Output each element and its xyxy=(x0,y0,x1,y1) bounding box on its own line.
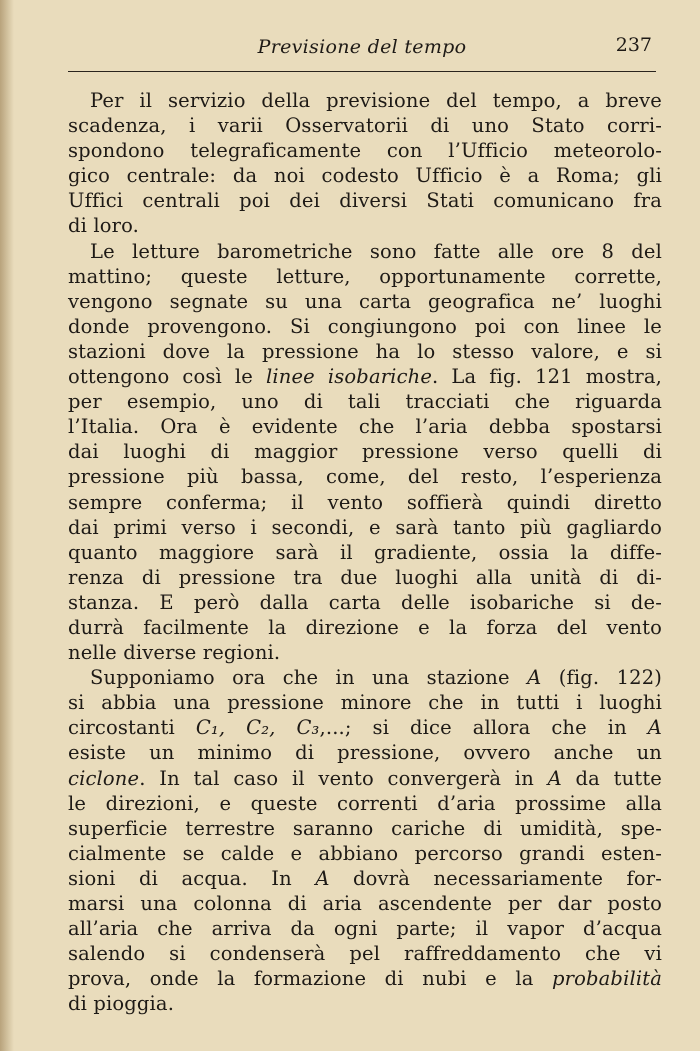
text-run: Le letture barometriche sono fatte alle ore 8 del xyxy=(90,239,662,263)
text-line xyxy=(68,991,662,1016)
text-run: le direzioni, e queste correnti d’aria prossime alla xyxy=(68,791,662,815)
running-title: Previsione del tempo xyxy=(257,36,467,58)
text-line xyxy=(68,766,662,791)
text-run: mattino; queste letture, opportunamente corrette, xyxy=(68,264,662,288)
italic-run: linee isobariche xyxy=(266,365,433,389)
text-run: dai primi verso i secondi, e sarà tanto più gagliardo xyxy=(68,515,662,539)
text-line xyxy=(68,540,662,565)
text-run: di pioggia. xyxy=(68,992,175,1016)
text-run: quanto maggiore sarà il gradiente, ossia la diffe- xyxy=(68,540,662,564)
text-line xyxy=(68,966,662,991)
text-line xyxy=(68,841,662,866)
text-line xyxy=(68,389,662,414)
text-line xyxy=(68,439,662,464)
text-line xyxy=(68,640,662,665)
italic-run: A xyxy=(547,766,562,790)
text-run: . La fig. 121 mostra, xyxy=(432,365,662,389)
page-number: 237 xyxy=(615,34,652,56)
text-line xyxy=(68,213,662,238)
text-run: l’Italia. Ora è evidente che l’aria debba spostarsi xyxy=(68,415,662,439)
text-run: ottengono così le xyxy=(68,365,266,389)
text-run: dai luoghi di maggior pressione verso quelli di xyxy=(68,440,662,464)
text-run: Supponiamo ora che in una stazione xyxy=(90,666,528,690)
text-run: donde provengono. Si congiungono poi con linee le xyxy=(68,314,662,338)
text-run: pressione più bassa, come, del resto, l’esperienza xyxy=(68,465,662,489)
text-line xyxy=(68,740,662,765)
text-run: vengono segnate su una carta geografica ne’ luoghi xyxy=(68,289,662,313)
text-line xyxy=(68,239,662,264)
text-line xyxy=(68,816,662,841)
text-line xyxy=(68,715,662,740)
text-line xyxy=(68,188,662,213)
text-run: Uffici centrali poi dei diversi Stati comunicano fra xyxy=(68,189,662,213)
italic-run: C₁, C₂, C₃ xyxy=(195,716,320,740)
text-line xyxy=(68,791,662,816)
header-rule xyxy=(68,71,656,72)
text-run: circostanti xyxy=(68,716,196,740)
text-run: stanza. E però dalla carta delle isobariche si de- xyxy=(68,590,662,614)
text-line xyxy=(68,88,662,113)
body-text xyxy=(68,88,662,1016)
text-run: ,...; si dice allora che in xyxy=(319,716,648,740)
text-line xyxy=(68,690,662,715)
text-line xyxy=(68,941,662,966)
italic-run: A xyxy=(527,666,542,690)
text-run: marsi una colonna di aria ascendente per dar posto xyxy=(68,892,662,915)
page-gutter-shadow xyxy=(0,0,14,1051)
text-line xyxy=(68,891,662,916)
text-run: scadenza, i varii Osservatorii di uno Stato corri- xyxy=(68,114,662,138)
text-run: nelle diverse regioni. xyxy=(68,641,281,665)
text-line xyxy=(68,490,662,515)
page-header xyxy=(68,32,656,66)
text-run: renza di pressione tra due luoghi alla unità di di- xyxy=(68,565,662,589)
text-run: esiste un minimo di pressione, ovvero anche un xyxy=(68,741,662,765)
text-line xyxy=(68,339,662,364)
text-line xyxy=(68,364,662,389)
text-run: cialmente se calde e abbiano percorso grandi esten- xyxy=(68,841,662,865)
paragraph xyxy=(68,88,662,239)
text-line xyxy=(68,289,662,314)
text-run: prova, onde la formazione di nubi e la xyxy=(68,967,553,991)
text-run: superficie terrestre saranno cariche di umidità, spe- xyxy=(68,816,662,840)
text-run: si abbia una pressione minore che in tutti i luoghi xyxy=(68,691,662,715)
text-run: sioni di acqua. In xyxy=(68,866,316,890)
text-line xyxy=(68,414,662,439)
text-run: da tutte xyxy=(561,766,662,790)
italic-run: A xyxy=(315,866,330,890)
text-line xyxy=(68,916,662,941)
text-line xyxy=(68,314,662,339)
text-run: per esempio, uno di tali tracciati che riguarda xyxy=(68,390,662,414)
paragraph xyxy=(68,665,662,1016)
text-line xyxy=(68,866,662,891)
text-run: spondono telegraficamente con l’Ufficio meteorolo- xyxy=(68,139,662,163)
italic-run: ciclone xyxy=(68,766,140,790)
text-run: stazioni dove la pressione ha lo stesso valore, e si xyxy=(68,339,662,363)
text-line xyxy=(68,113,662,138)
text-run: salendo si condenserà pel raffreddamento che vi xyxy=(68,942,662,966)
paragraph xyxy=(68,239,662,666)
text-line xyxy=(68,615,662,640)
text-run: (fig. 122) xyxy=(541,666,663,690)
text-line xyxy=(68,163,662,188)
text-run: gico centrale: da noi codesto Ufficio è a Roma; gli xyxy=(68,164,662,188)
text-line xyxy=(68,565,662,590)
text-run: Per il servizio della previsione del tempo, a breve xyxy=(90,89,662,112)
text-line xyxy=(68,515,662,540)
text-run: dovrà necessariamente for- xyxy=(329,866,662,890)
italic-run: probabilità xyxy=(552,967,662,991)
text-run: di loro. xyxy=(68,214,140,238)
text-line xyxy=(68,464,662,489)
text-run: sempre conferma; il vento soffierà quindi diretto xyxy=(68,490,662,514)
text-run: durrà facilmente la direzione e la forza del vento xyxy=(68,615,662,639)
text-line xyxy=(68,264,662,289)
text-line xyxy=(68,138,662,163)
italic-run: A xyxy=(647,716,662,740)
text-run: . In tal caso il vento convergerà in xyxy=(139,766,548,790)
text-run: all’aria che arriva da ogni parte; il vapor d’acqua xyxy=(68,917,662,941)
text-line xyxy=(68,590,662,615)
text-line xyxy=(68,665,662,690)
